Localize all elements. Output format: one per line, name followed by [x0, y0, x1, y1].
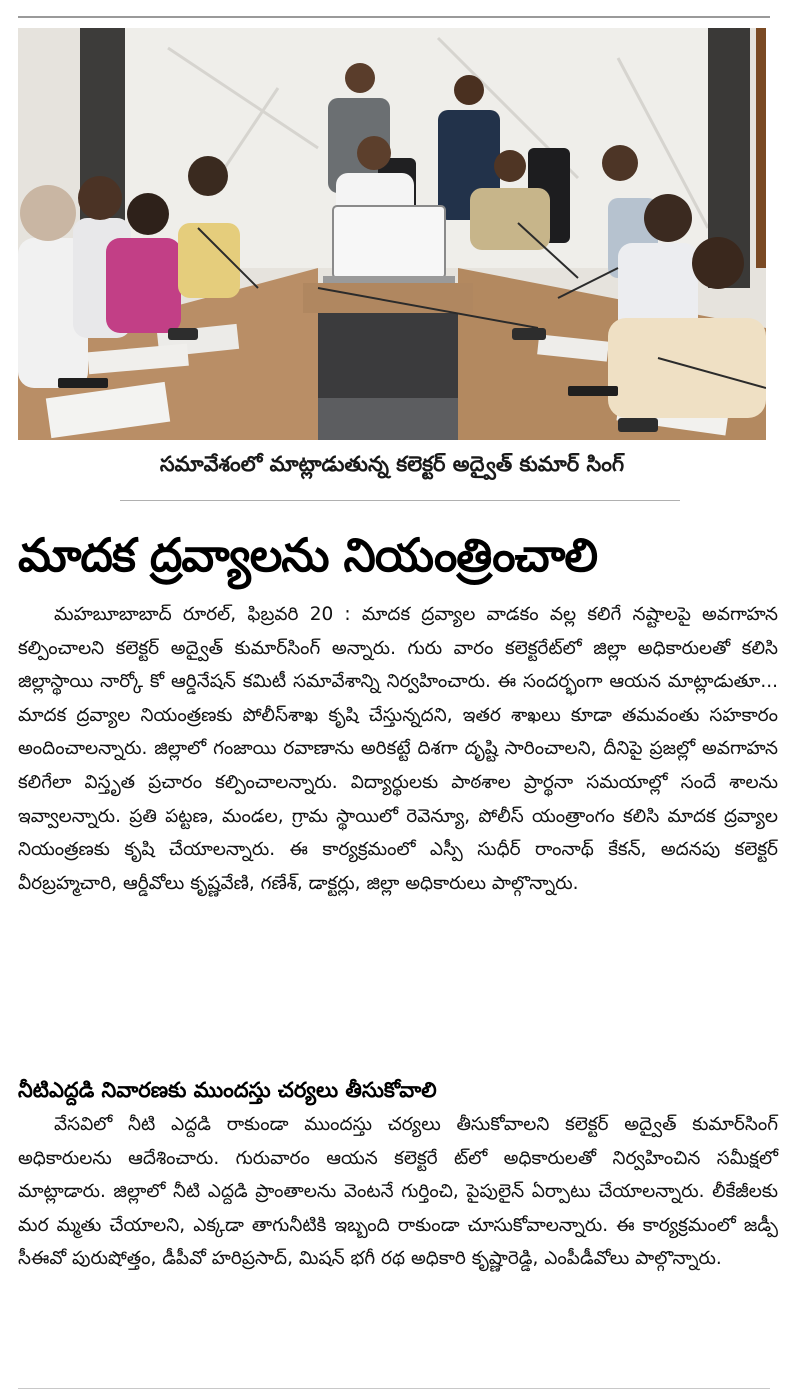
- article-body-1: [18, 598, 778, 900]
- bottom-divider: [18, 1388, 770, 1389]
- article-headline: మాదక ద్రవ్యాలను నియంత్రించాలి: [18, 528, 598, 582]
- paragraph-2: వేసవిలో నీటి ఎద్దడి రాకుండా ముందస్తు చర్యలు తీసుకోవాలని కలెక్టర్ అద్వైత్ కుమార్‌సింగ్ అధికారులను ఆదేశించారు. గురువారం ఆయన కలెక్టరే ట్‌లో అధికారులతో నిర్వహించిన సమీక్షలో మాట్లాడారు. జిల్లాలో నీటి ఎద్దడి ప్రాంతాలను వెంటనే గుర్తించి, పైపులైన్ ఏర్పాటు చేయాలన్నారు. లీకేజీలకు మర మ్మతు చేయాలని, ఎక్కడా తాగునీటికి ఇబ్బంది రాకుండా చూసుకోవాలన్నారు. ఈ కార్యక్రమంలో జడ్పీ సీఈవో పురుషోత్తం, డీపీవో హరిప్రసాద్, మిషన్ భగీ రథ అధికారి కృష్ణారెడ్డి, ఎంపీడీవోలు పాల్గొన్నారు.: [18, 1114, 778, 1270]
- photo-caption: సమావేశంలో మాట్లాడుతున్న కలెక్టర్ అద్వైత్ కుమార్ సింగ్: [159, 452, 625, 476]
- article-body-2: [18, 1108, 778, 1276]
- article-subheading: నీటిఎద్దడి నివారణకు ముందస్తు చర్యలు తీసుకోవాలి: [18, 1078, 437, 1102]
- caption-divider: [120, 500, 680, 501]
- paragraph-1: మహబూబాబాద్ రూరల్, ఫిబ్రవరి 20 : మాదక ద్రవ్యాల వాడకం వల్ల కలిగే నష్టాలపై అవగాహన కల్పించాలని కలెక్టర్ అద్వైత్ కుమార్‌సింగ్ అన్నారు. గురు వారం కలెక్టరేట్‌లో జిల్లా అధికారులతో కలిసి జిల్లాస్థాయి నార్కో కో ఆర్డినేషన్ కమిటీ సమావేశాన్ని నిర్వహించారు. ఈ సందర్భంగా ఆయన మాట్లాడుతూ... మాదక ద్రవ్యాల నియంత్రణకు పోలీస్‌శాఖ కృషి చేస్తున్నదని, ఇతర శాఖలు కూడా తమవంతు సహకారం అందించాలన్నారు. జిల్లాలో గంజాయి రవాణాను అరికట్టే దిశగా దృష్టి సారించాలని, దీనిపై ప్రజల్లో అవగాహన కలిగేలా విస్తృత ప్రచారం కల్పించాలన్నారు. విద్యార్థులకు పాఠశాల ప్రార్థనా సమయాల్లో సందే శాలను ఇవ్వాలన్నారు. ప్రతి పట్టణ, మండల, గ్రామ స్థాయిలో రెవెన్యూ, పోలీస్ యంత్రాంగం కలిసి మాదక ద్రవ్యాల నియంత్రణకు కృషి చేయాలన్నారు. ఈ కార్యక్రమంలో ఎస్పీ సుధీర్ రాంనాథ్ కేకన్, అదనపు కలెక్టర్ వీరబ్రహ్మచారి, ఆర్డీవోలు కృష్ణవేణి, గణేశ్, డాక్టర్లు, జిల్లా అధికారులు పాల్గొన్నారు.: [18, 604, 778, 894]
- meeting-photo: [18, 28, 766, 440]
- top-divider: [18, 16, 770, 18]
